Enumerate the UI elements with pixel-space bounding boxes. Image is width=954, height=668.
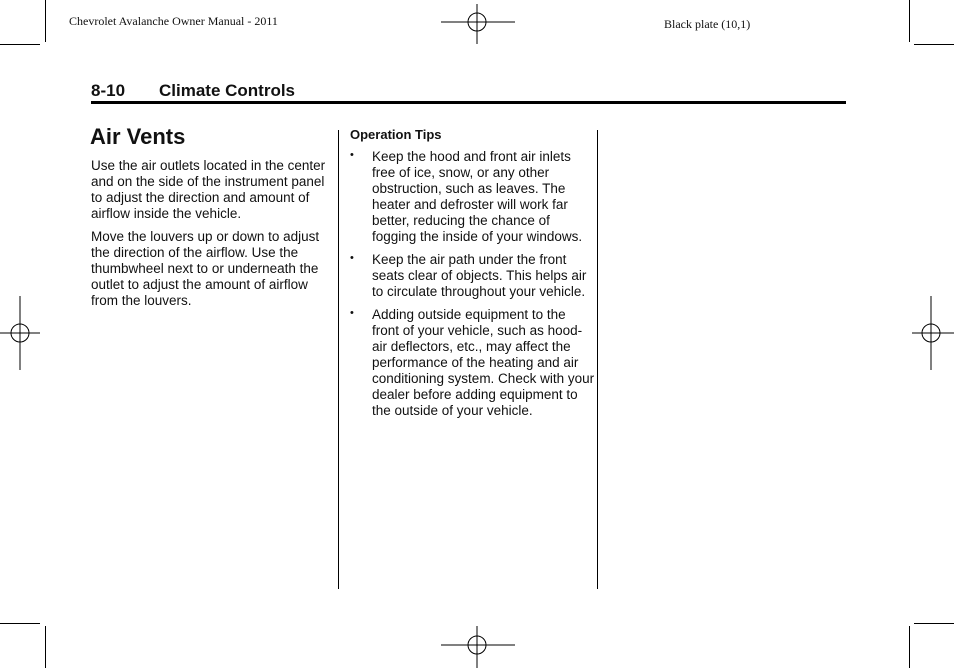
- section-title: Climate Controls: [159, 81, 296, 100]
- column-divider: [597, 130, 598, 589]
- manual-title: Chevrolet Avalanche Owner Manual - 2011: [69, 14, 278, 28]
- page-title: Air Vents: [90, 124, 186, 149]
- crop-mark-top-left-vertical: [45, 0, 46, 42]
- crop-mark-top-right-vertical: [909, 0, 910, 42]
- crop-mark-bottom-right-horizontal: [914, 623, 954, 624]
- registration-mark-left: [0, 296, 40, 370]
- list-item: [350, 307, 595, 419]
- column-divider: [338, 130, 339, 589]
- section-heading: [91, 81, 295, 101]
- bullet-icon: •: [350, 252, 354, 264]
- column-two: [350, 127, 595, 426]
- column-one: [91, 158, 331, 316]
- section-number: 8-10: [91, 81, 126, 100]
- list-item-text: Keep the air path under the front seats clear of objects. This helps air to circulate throughout your vehicle.: [372, 252, 587, 299]
- registration-mark-bottom: [441, 626, 515, 668]
- list-item: [350, 252, 595, 300]
- paragraph: Move the louvers up or down to adjust the direction of the airflow. Use the thumbwheel next to or underneath the outlet to adjust the amount of airflow from the louvers.: [91, 229, 320, 308]
- crop-mark-bottom-right-vertical: [909, 626, 910, 668]
- list-item-text: Keep the hood and front air inlets free of ice, snow, or any other obstruction, such as leaves. The heater and defroster will work far better, reducing the chance of fogging the inside of your windows.: [372, 149, 583, 244]
- registration-mark-right: [912, 296, 954, 370]
- paragraph: Use the air outlets located in the center and on the side of the instrument panel to adjust the direction and amount of airflow inside the vehicle.: [91, 158, 326, 221]
- crop-mark-bottom-left-vertical: [45, 626, 46, 668]
- section-rule: [91, 101, 846, 104]
- bullet-icon: •: [350, 307, 354, 319]
- plate-label: Black plate (10,1): [664, 17, 751, 31]
- bullet-icon: •: [350, 149, 354, 161]
- crop-mark-top-left-horizontal: [0, 44, 40, 45]
- registration-mark-top: [441, 4, 515, 44]
- crop-mark-top-right-horizontal: [914, 44, 954, 45]
- tips-list: [350, 149, 595, 419]
- list-item-text: Adding outside equipment to the front of your vehicle, such as hood-air deflectors, etc., may affect the performance of the heating and air conditioning system. Check with your dealer before adding equipment to the outside of your vehicle.: [372, 307, 595, 418]
- list-item: [350, 149, 595, 245]
- crop-mark-bottom-left-horizontal: [0, 623, 40, 624]
- subheading: Operation Tips: [350, 127, 442, 142]
